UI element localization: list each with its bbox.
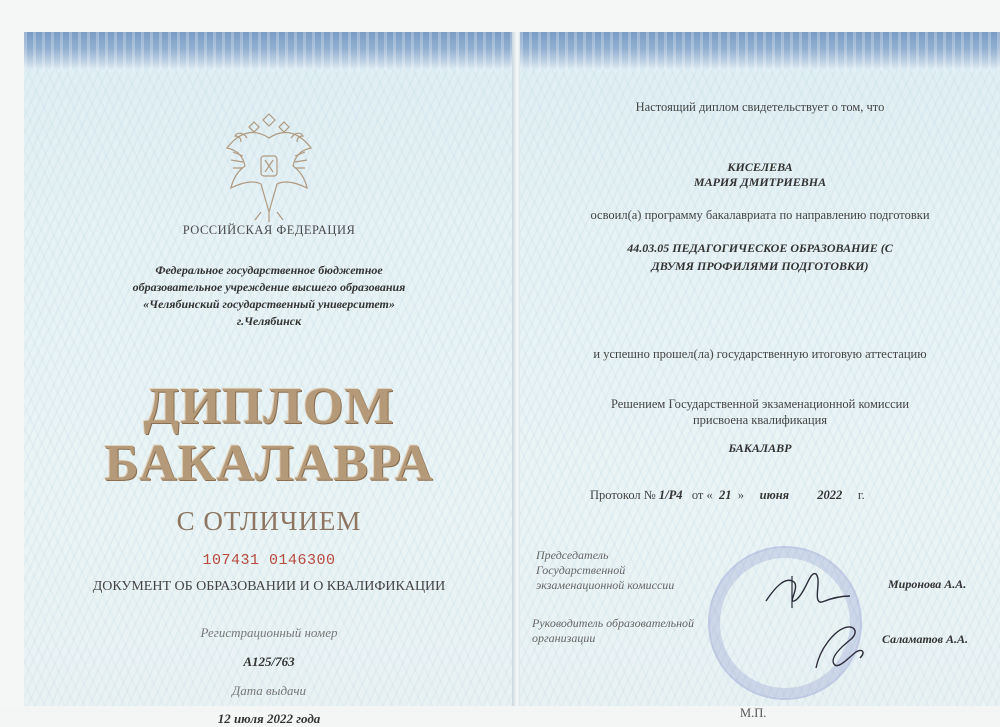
registration-number-label: Регистрационный номер bbox=[200, 625, 338, 640]
protocol-year-suffix: г. bbox=[857, 488, 865, 502]
commission-decision bbox=[580, 396, 940, 428]
head-label-line: организации bbox=[532, 631, 596, 645]
head-signature bbox=[804, 618, 874, 678]
program-line: ДВУМЯ ПРОФИЛЯМИ ПОДГОТОВКИ) bbox=[651, 259, 869, 273]
decision-line: присвоена квалификация bbox=[692, 413, 828, 427]
registration-number: А125/763 bbox=[243, 654, 295, 669]
chair-label-line: экзаменационной комиссии bbox=[536, 578, 675, 592]
protocol-label: Протокол № bbox=[590, 488, 656, 502]
issue-date: 12 июля 2022 года bbox=[217, 711, 321, 726]
decorative-top-band bbox=[24, 32, 514, 70]
program-name bbox=[580, 239, 940, 275]
diploma-cover-page bbox=[24, 32, 514, 726]
protocol-line bbox=[590, 488, 865, 503]
chair-label-line: Государственной bbox=[536, 563, 626, 577]
decorative-top-band bbox=[520, 32, 1000, 70]
program-mastered-text: освоил(а) программу бакалавриата по направлению подготовки bbox=[590, 208, 930, 222]
issue-date-label: Дата выдачи bbox=[231, 683, 307, 698]
honors-label: С ОТЛИЧИЕМ bbox=[176, 506, 362, 536]
diploma-title-line2: БАКАЛАВРА bbox=[104, 435, 434, 492]
chair-signature bbox=[756, 556, 856, 616]
attestation-text: и успешно прошел(ла) государственную итоговую аттестацию bbox=[593, 347, 927, 361]
chair-label-line: Председатель bbox=[536, 548, 609, 562]
protocol-number: 1/Р4 bbox=[658, 488, 683, 502]
protocol-from-label: от bbox=[691, 488, 704, 502]
institution-line: Федеральное государственное бюджетное bbox=[155, 263, 383, 277]
protocol-month: июня bbox=[759, 488, 790, 502]
institution-line: «Челябинский государственный университет» bbox=[143, 297, 395, 311]
institution-line: образовательное учреждение высшего образования bbox=[132, 280, 406, 294]
head-label-line: Руководитель образовательной bbox=[532, 616, 695, 630]
seal-place-label: М.П. bbox=[740, 706, 767, 720]
close-quote: » bbox=[737, 488, 745, 502]
decision-line: Решением Государственной экзаменационной комиссии bbox=[610, 397, 910, 411]
diploma-content-page bbox=[520, 32, 1000, 720]
institution-name bbox=[64, 262, 474, 330]
intro-text: Настоящий диплом свидетельствует о том, что bbox=[635, 100, 885, 114]
protocol-year: 2022 bbox=[817, 488, 843, 502]
diploma-title-line1: ДИПЛОМ bbox=[143, 378, 395, 435]
document-type: ДОКУМЕНТ ОБ ОБРАЗОВАНИИ И О КВАЛИФИКАЦИИ bbox=[92, 579, 446, 594]
institution-city: г.Челябинск bbox=[236, 314, 302, 328]
open-quote: « bbox=[706, 488, 713, 502]
graduate-surname: КИСЕЛЕВА bbox=[727, 160, 793, 174]
chair-name: Миронова А.А. bbox=[888, 577, 967, 591]
graduate-given-names: МАРИЯ ДМИТРИЕВНА bbox=[693, 175, 827, 189]
double-headed-eagle-emblem-icon bbox=[219, 108, 319, 228]
commission-chair-label bbox=[536, 548, 716, 593]
head-name: Саламатов А.А. bbox=[882, 632, 969, 646]
program-line: 44.03.05 ПЕДАГОГИЧЕСКОЕ ОБРАЗОВАНИЕ (С bbox=[627, 241, 893, 255]
organization-head-label bbox=[532, 616, 732, 646]
country-label: РОССИЙСКАЯ ФЕДЕРАЦИЯ bbox=[182, 223, 356, 237]
serial-number: 107431 0146300 bbox=[202, 552, 336, 569]
protocol-day: 21 bbox=[719, 488, 732, 502]
qualification: БАКАЛАВР bbox=[728, 441, 792, 455]
